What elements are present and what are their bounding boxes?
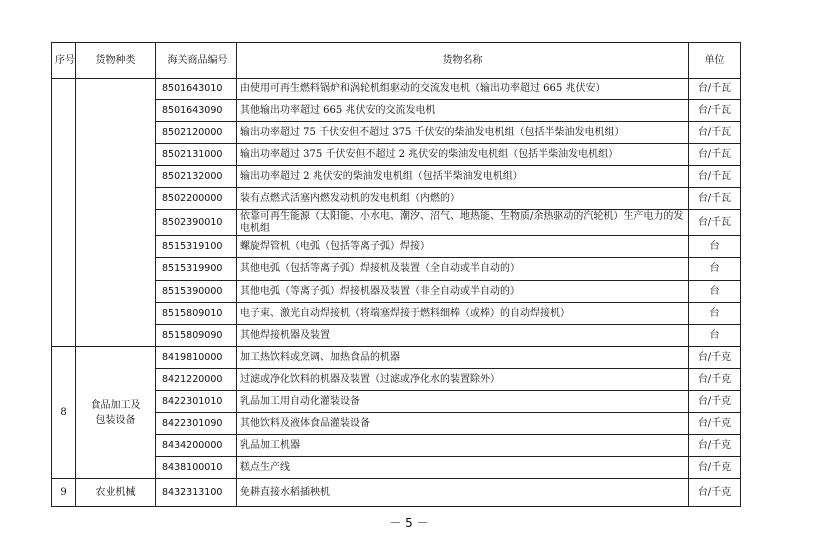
unit: 台/千克 (689, 391, 741, 413)
table-row (52, 413, 741, 435)
hs-code: 8502120000 (156, 122, 237, 144)
goods-table (51, 42, 741, 507)
page-number: － 5 － (389, 516, 429, 530)
hs-code: 8515809010 (156, 303, 237, 325)
hs-code: 8515809090 (156, 325, 237, 347)
unit: 台 (689, 325, 741, 347)
goods-name: 其他饮料及液体食品灌装设备 (237, 413, 689, 435)
table-row (52, 325, 741, 347)
table-row (52, 166, 741, 188)
group-category (76, 79, 156, 347)
goods-name: 乳品加工机器 (237, 435, 689, 457)
table-row (52, 391, 741, 413)
goods-name: 过滤或净化饮料的机器及装置（过滤或净化水的装置除外） (237, 369, 689, 391)
group-number: 8 (52, 347, 76, 479)
table-row (52, 144, 741, 166)
unit: 台/千瓦 (689, 79, 741, 100)
hs-code: 8501643010 (156, 79, 237, 100)
table-row (52, 258, 741, 281)
hs-code: 8422301010 (156, 391, 237, 413)
unit: 台 (689, 281, 741, 303)
unit: 台/千瓦 (689, 188, 741, 210)
table-row (52, 100, 741, 122)
hs-code: 8421220000 (156, 369, 237, 391)
unit: 台 (689, 303, 741, 325)
unit: 台/千克 (689, 435, 741, 457)
table-row (52, 347, 741, 369)
hs-code: 8501643090 (156, 100, 237, 122)
group-number (52, 79, 76, 347)
table-row (52, 188, 741, 210)
unit: 台/千瓦 (689, 100, 741, 122)
table-row (52, 369, 741, 391)
table-row (52, 281, 741, 303)
header-no: 序号 (52, 43, 76, 79)
goods-name: 加工热饮料或烹调、加热食品的机器 (237, 347, 689, 369)
hs-code: 8419810000 (156, 347, 237, 369)
goods-name: 输出功率超过 375 千伏安但不超过 2 兆伏安的柴油发电机组（包括半柴油发电机组） (237, 144, 689, 166)
goods-name: 装有点燃式活塞内燃发动机的发电机组（内燃的） (237, 188, 689, 210)
header-name: 货物名称 (237, 43, 689, 79)
unit: 台/千克 (689, 369, 741, 391)
hs-code: 8422301090 (156, 413, 237, 435)
hs-code: 8502131000 (156, 144, 237, 166)
header-category: 货物种类 (76, 43, 156, 79)
goods-name: 其他焊接机器及装置 (237, 325, 689, 347)
hs-code: 8515319100 (156, 236, 237, 258)
table-row (52, 79, 741, 100)
table-body (52, 79, 741, 507)
unit: 台 (689, 258, 741, 281)
table-row (52, 479, 741, 507)
group-category: 农业机械 (76, 479, 156, 507)
table-row (52, 435, 741, 457)
unit: 台/千瓦 (689, 210, 741, 236)
group-number: 9 (52, 479, 76, 507)
table-row (52, 122, 741, 144)
header-unit: 单位 (689, 43, 741, 79)
goods-name: 糕点生产线 (237, 457, 689, 479)
table-row (52, 210, 741, 236)
table-row (52, 303, 741, 325)
hs-code: 8515319900 (156, 258, 237, 281)
hs-code: 8432313100 (156, 479, 237, 507)
hs-code: 8515390000 (156, 281, 237, 303)
goods-name: 其他输出功率超过 665 兆伏安的交流发电机 (237, 100, 689, 122)
goods-name: 电子束、激光自动焊接机（将端塞焊接于燃料细棒（或棒）的自动焊接机） (237, 303, 689, 325)
goods-name: 依靠可再生能源（太阳能、小水电、潮汐、沼气、地热能、生物质/余热驱动的汽轮机）生产电力的发电机组 (237, 210, 689, 236)
unit: 台/千克 (689, 347, 741, 369)
goods-name: 免耕直接水稻插秧机 (237, 479, 689, 507)
goods-name: 输出功率超过 2 兆伏安的柴油发电机组（包括半柴油发电机组） (237, 166, 689, 188)
unit: 台/千克 (689, 413, 741, 435)
goods-name: 其他电弧（等离子弧）焊接机器及装置（非全自动或半自动的） (237, 281, 689, 303)
hs-code: 8502132000 (156, 166, 237, 188)
unit: 台/千瓦 (689, 144, 741, 166)
hs-code: 8502390010 (156, 210, 237, 236)
unit: 台/千瓦 (689, 122, 741, 144)
goods-name: 乳品加工用自动化灌装设备 (237, 391, 689, 413)
unit: 台/千克 (689, 479, 741, 507)
hs-code: 8434200000 (156, 435, 237, 457)
table-row (52, 457, 741, 479)
hs-code: 8438100010 (156, 457, 237, 479)
table-header-row (52, 43, 741, 79)
unit: 台/千瓦 (689, 166, 741, 188)
goods-name: 螺旋焊管机（电弧（包括等离子弧）焊接） (237, 236, 689, 258)
goods-name: 由使用可再生燃料锅炉和涡轮机组驱动的交流发电机（输出功率超过 665 兆伏安） (237, 79, 689, 100)
table-row (52, 236, 741, 258)
goods-name: 其他电弧（包括等离子弧）焊接机及装置（全自动或半自动的） (237, 258, 689, 281)
hs-code: 8502200000 (156, 188, 237, 210)
unit: 台 (689, 236, 741, 258)
header-code: 海关商品编号 (156, 43, 237, 79)
goods-name: 输出功率超过 75 千伏安但不超过 375 千伏安的柴油发电机组（包括半柴油发电机组） (237, 122, 689, 144)
unit: 台/千克 (689, 457, 741, 479)
group-category: 食品加工及包装设备 (76, 347, 156, 479)
